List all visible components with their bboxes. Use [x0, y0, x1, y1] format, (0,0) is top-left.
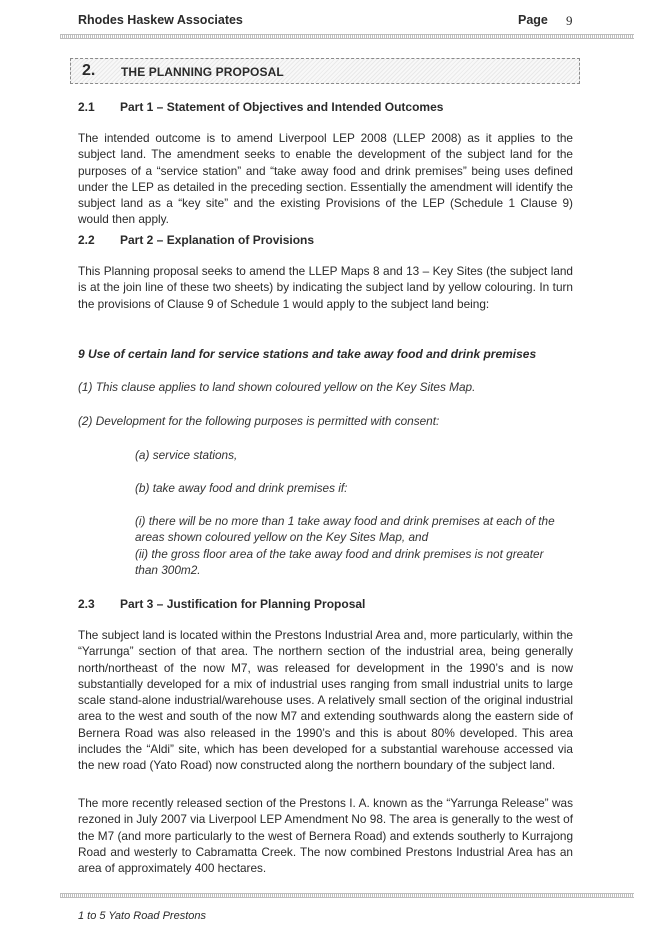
section-heading-band	[70, 58, 580, 84]
part1-body: The intended outcome is to amend Liverpool LEP 2008 (LLEP 2008) as it applies to the subject land. The amendment seeks to enable the development of the subject land for the purposes of a “service station” and “take away food and drink premises” being uses defined under the LEP as detailed in the preceding section. Essentially the amendment will identify the subject land as a “key site” and the existing Provisions of the LEP (Schedule 1 Clause 9) would then apply.	[78, 131, 573, 227]
part2-body: This Planning proposal seeks to amend the LLEP Maps 8 and 13 – Key Sites (the subject land is at the join line of these two sheets) by indicating the subject land by yellow colouring. In turn the provisions of Clause 9 of Schedule 1 would apply to the subject land being:	[78, 264, 573, 311]
page-footer: 1 to 5 Yato Road Prestons	[78, 910, 207, 922]
part2-heading	[78, 233, 314, 247]
section-title: THE PLANNING PROPOSAL	[121, 65, 284, 79]
part1-title: Part 1 – Statement of Objectives and Intended Outcomes	[120, 100, 444, 114]
part3-body-paragraph-2: The more recently released section of the Prestons I. A. known as the “Yarrunga Release” was rezoned in July 2007 via Liverpool LEP Amendment No 98. The area is generally to the west of the M7 (and more particularly to the west of Bernera Road) and extends southerly to Kurrajong Road and westerly to Cabramatta Creek. The now combined Prestons Industrial Area has an area of approximately 400 hectares.	[78, 796, 573, 876]
page-header	[78, 13, 572, 33]
clause9-item-2: (2) Development for the following purposes is permitted with consent:	[78, 414, 440, 428]
clause9-item-i: (i) there will be no more than 1 take away food and drink premises at each of the areas shown coloured yellow on the Key Sites Map, and	[135, 514, 555, 545]
clause9-item-ii: (ii) the gross floor area of the take away food and drink premises is not greater than 300m2.	[135, 547, 544, 578]
part3-title: Part 3 – Justification for Planning Proposal	[120, 597, 366, 611]
part3-number: 2.3	[78, 597, 95, 611]
clause9-title: 9 Use of certain land for service stations and take away food and drink premises	[78, 347, 537, 361]
header-page-label: Page	[518, 13, 548, 27]
part1-heading	[78, 100, 443, 114]
part2-number: 2.2	[78, 233, 95, 247]
part1-number: 2.1	[78, 100, 95, 114]
header-divider	[60, 34, 634, 39]
clause9-item-b: (b) take away food and drink premises if:	[135, 481, 348, 495]
section-number: 2.	[82, 62, 96, 79]
header-company-name: Rhodes Haskew Associates	[78, 13, 243, 27]
part3-body-paragraph-1: The subject land is located within the Prestons Industrial Area and, more particularly, within the “Yarrunga” section of that area. The northern section of the industrial area, being generally north/northeast of the now M7, was released for development in the 1990’s and is now substantially developed for a mix of industrial uses ranging from small industrial units to large scale stand-alone industrial/warehouse uses. A relatively small section of the original industrial area to the west and south of the now M7 and extending southwards along the eastern side of Bernera Road was also released in the 1990’s and this is about 80% developed. This area includes the “Aldi” site, which has been developed for a substantial warehouse accessed via the new road (Yato Road) now constructed along the northern boundary of the subject land.	[78, 628, 573, 773]
header-page-number: 9	[566, 13, 573, 28]
footer-divider	[60, 893, 634, 898]
part3-heading	[78, 597, 365, 611]
clause9-item-1: (1) This clause applies to land shown coloured yellow on the Key Sites Map.	[78, 380, 476, 394]
clause9-item-a: (a) service stations,	[135, 448, 238, 462]
part2-title: Part 2 – Explanation of Provisions	[120, 233, 315, 247]
